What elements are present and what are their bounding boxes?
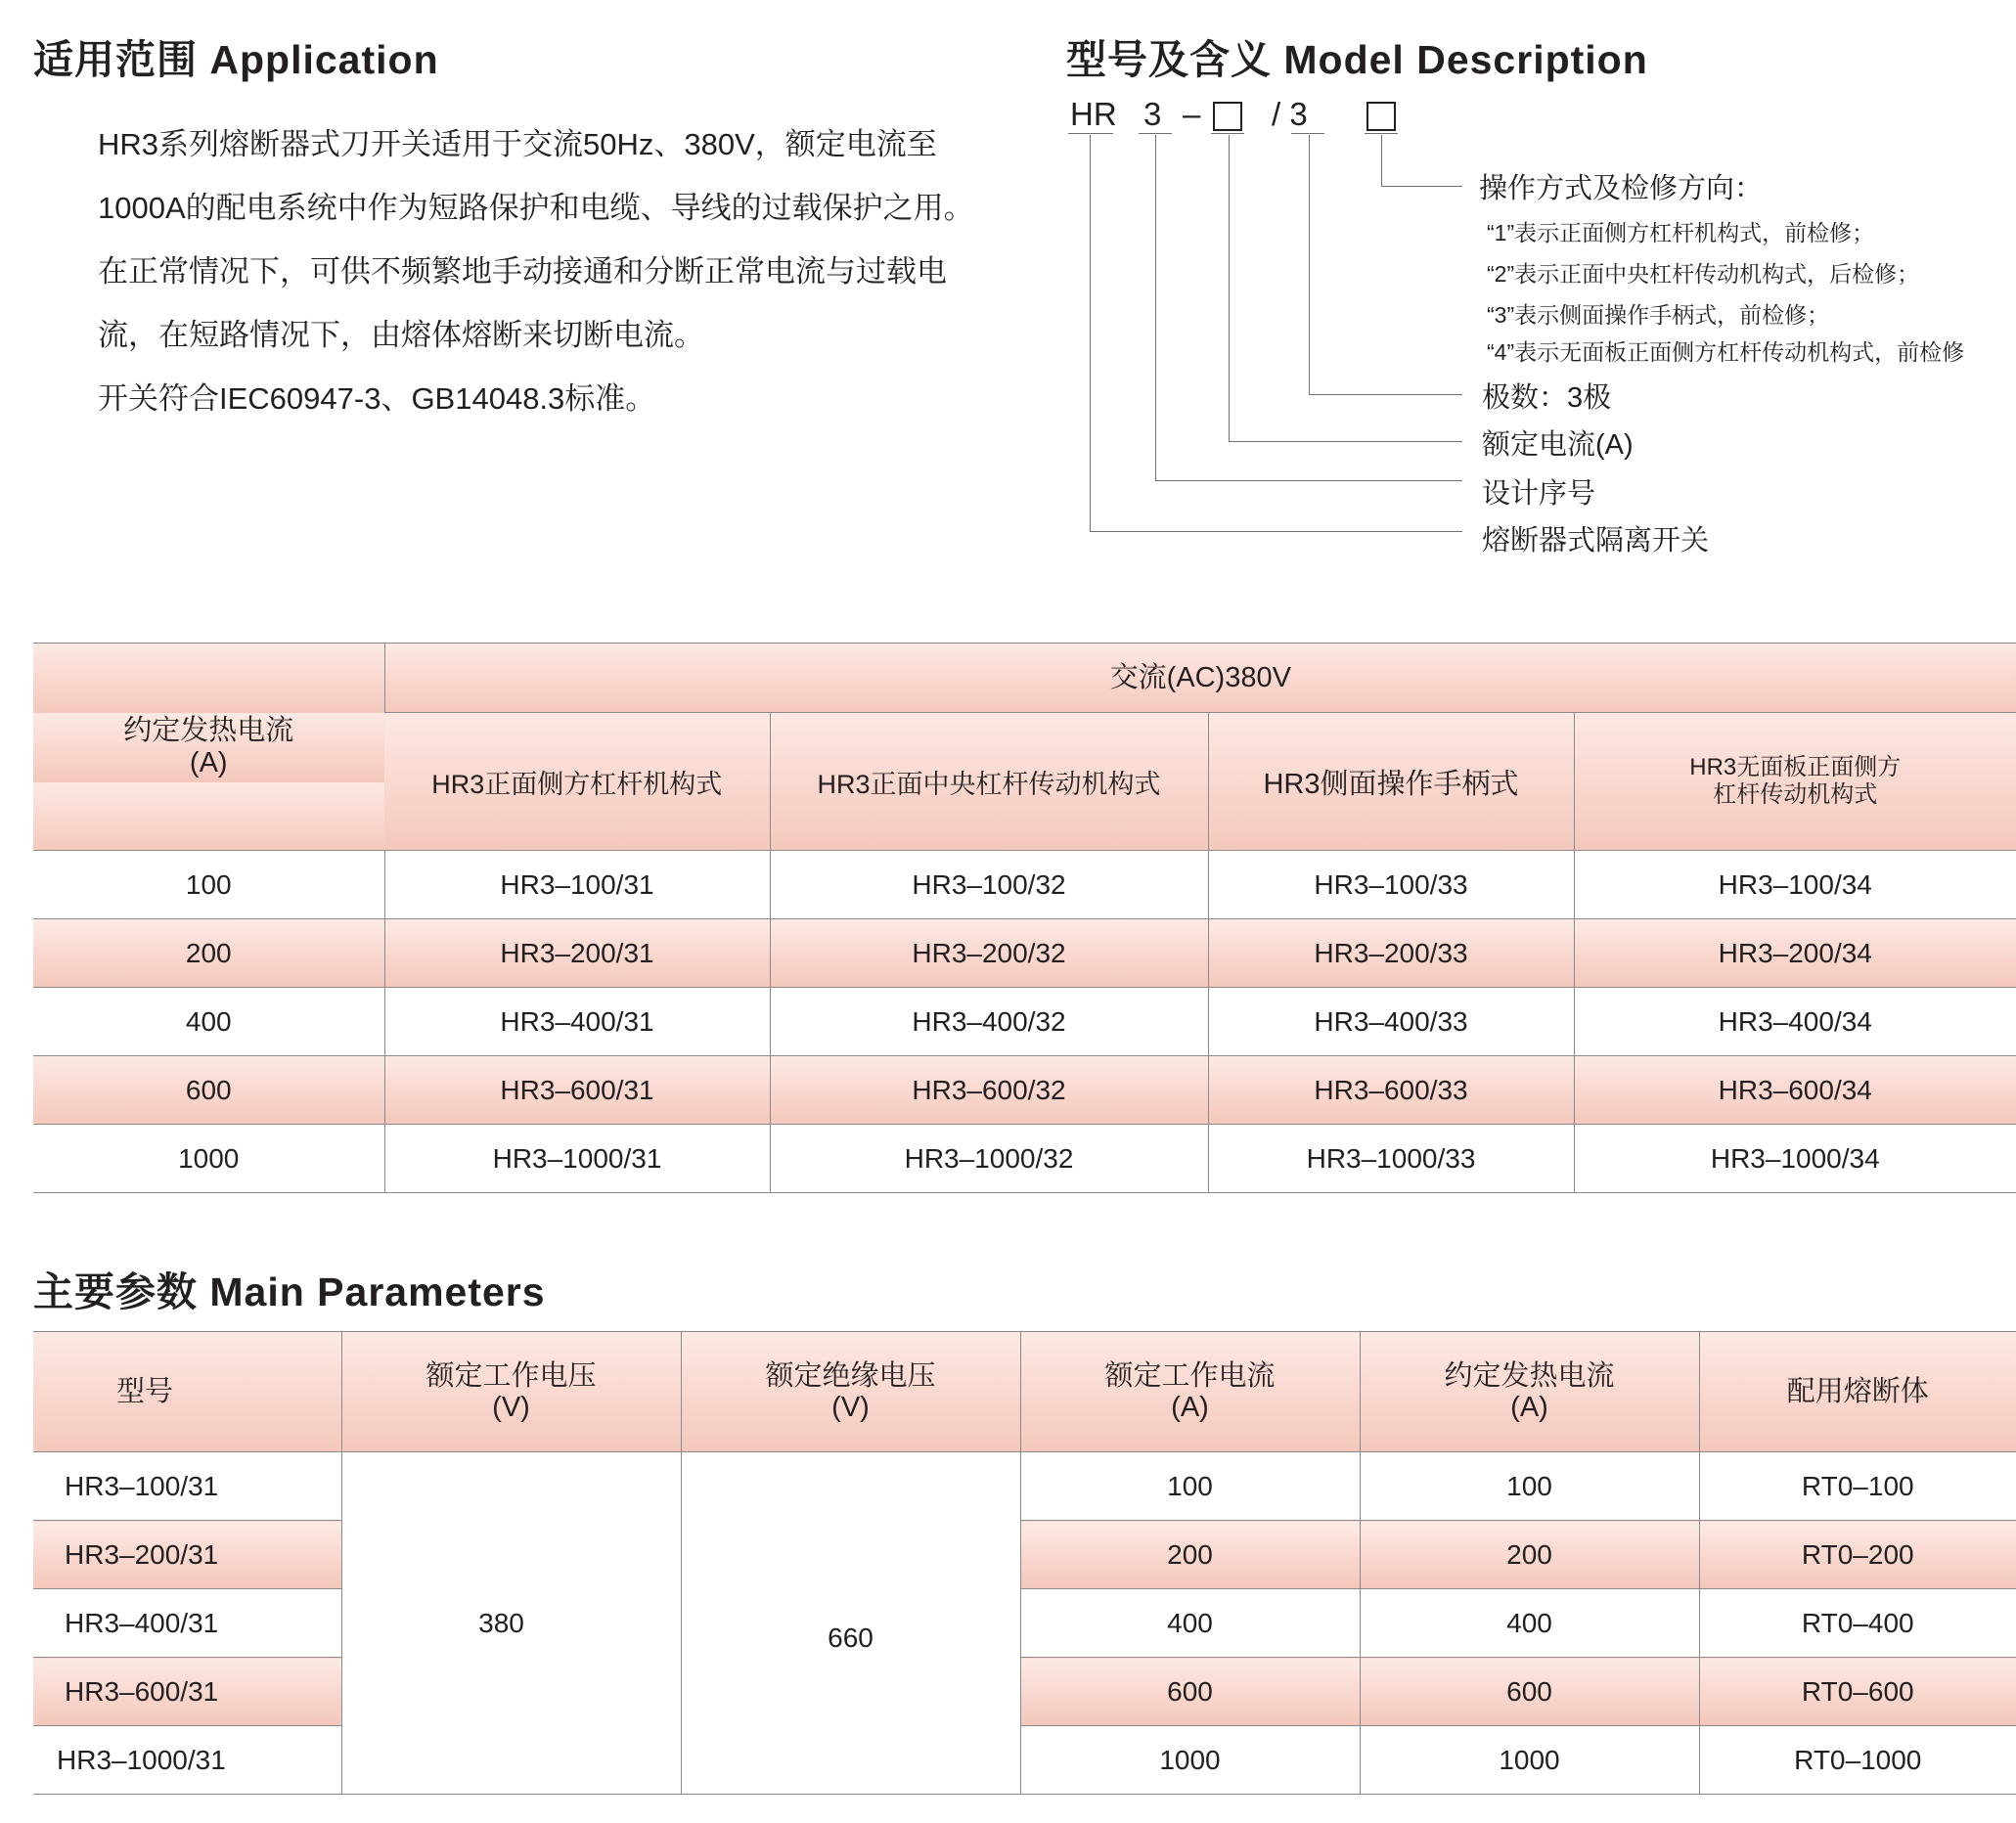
selection-header-current	[33, 644, 384, 851]
operation-item-2: “2”表示正面中央杠杆传动机构式，后检修；	[1487, 261, 1920, 287]
model-cell: HR3–600/31	[33, 1658, 341, 1726]
switch-type-label: 熔断器式隔离开关	[1482, 525, 1710, 556]
table-cell: 1000	[1020, 1726, 1360, 1795]
connector-poles-v	[1309, 135, 1310, 394]
table-cell: HR3–100/32	[770, 851, 1208, 919]
main-parameters-title: 主要参数 Main Parameters	[33, 1269, 546, 1314]
connector-type-h	[1090, 531, 1462, 532]
code-dash: –	[1183, 96, 1201, 132]
table-cell: RT0–400	[1699, 1589, 2016, 1658]
table-row	[33, 851, 2016, 919]
table-cell: RT0–1000	[1699, 1726, 2016, 1795]
table-cell: RT0–600	[1699, 1658, 2016, 1726]
operation-item-4: “4”表示无面板正面侧方杠杆传动机构式，前检修	[1487, 339, 1965, 365]
table-cell: HR3–400/32	[770, 988, 1208, 1056]
table-cell: 1000	[33, 1125, 384, 1193]
table-cell: HR3–600/32	[770, 1056, 1208, 1125]
table-cell: HR3–600/33	[1208, 1056, 1574, 1125]
table-cell: 400	[1360, 1589, 1699, 1658]
connector-design-h	[1155, 480, 1462, 481]
code-design-number: 3	[1143, 96, 1162, 132]
table-row	[33, 1589, 2016, 1658]
selection-header-row	[33, 644, 2016, 713]
model-cell: HR3–100/31	[33, 1452, 341, 1521]
connector-current-h	[1229, 441, 1462, 442]
operation-code-box	[1366, 102, 1396, 131]
header-insulation-voltage-label: 额定绝缘电压	[765, 1360, 936, 1392]
connector-operation-v	[1381, 135, 1382, 186]
table-cell: HR3–600/34	[1574, 1056, 2016, 1125]
selection-header-type-4-line2: 杠杆传动机构式	[1713, 781, 1878, 808]
table-cell: HR3–1000/32	[770, 1125, 1208, 1193]
table-cell: 400	[1020, 1589, 1360, 1658]
table-cell: 600	[1020, 1658, 1360, 1726]
selection-table	[33, 643, 2016, 1193]
table-row	[33, 1125, 2016, 1193]
connector-type-v	[1090, 135, 1091, 531]
selection-header-type-4	[1574, 713, 2016, 851]
header-thermal-current-unit: (A)	[1510, 1392, 1548, 1423]
table-row	[33, 988, 2016, 1056]
header-rated-current	[1020, 1332, 1360, 1452]
operation-item-3: “3”表示侧面操作手柄式，前检修；	[1487, 302, 1830, 328]
table-cell: RT0–100	[1699, 1452, 2016, 1521]
application-paragraph: HR3系列熔断器式刀开关适用于交流50Hz、380V，额定电流至1000A的配电系统中作为短路保护和电缆、导线的过载保护之用。在正常情况下，可供不频繁地手动接通和分断正常电流与过载电流，在短路情况下，由熔体熔断来切断电流。	[98, 127, 974, 352]
header-thermal-current	[1360, 1332, 1699, 1452]
table-cell: HR3–1000/33	[1208, 1125, 1574, 1193]
model-description-title: 型号及含义 Model Description	[1066, 37, 1648, 82]
header-thermal-current-label: 约定发热电流	[1444, 1360, 1615, 1392]
table-cell: HR3–400/31	[384, 988, 770, 1056]
table-cell: HR3–100/31	[384, 851, 770, 919]
table-cell: HR3–600/31	[384, 1056, 770, 1125]
table-cell: HR3–400/33	[1208, 988, 1574, 1056]
header-rated-voltage	[341, 1332, 681, 1452]
table-cell: 400	[33, 988, 384, 1056]
rated-current-label: 额定电流(A)	[1482, 429, 1634, 461]
table-row	[33, 1056, 2016, 1125]
table-cell: 600	[1360, 1658, 1699, 1726]
selection-header-type-4-line1: HR3无面板正面侧方	[1689, 754, 1902, 780]
header-fuse: 配用熔断体	[1699, 1332, 2016, 1452]
operation-label: 操作方式及检修方向：	[1479, 173, 1764, 204]
underline-poles	[1291, 133, 1324, 134]
table-cell: 1000	[1360, 1726, 1699, 1795]
parameters-header-row	[33, 1332, 2016, 1452]
header-model: 型号	[33, 1332, 341, 1452]
header-insulation-voltage-unit: (V)	[831, 1392, 870, 1423]
model-cell: HR3–1000/31	[57, 1744, 226, 1775]
header-rated-voltage-label: 额定工作电压	[426, 1360, 597, 1392]
table-cell: 200	[1020, 1521, 1360, 1589]
code-poles: / 3	[1272, 96, 1308, 132]
table-row	[33, 1658, 2016, 1726]
selection-header-type-3: HR3侧面操作手柄式	[1208, 713, 1574, 851]
operation-item-1: “1”表示正面侧方杠杆机构式，前检修；	[1487, 220, 1875, 245]
table-cell: HR3–200/34	[1574, 919, 2016, 988]
table-cell: HR3–200/32	[770, 919, 1208, 988]
table-cell: HR3–1000/31	[384, 1125, 770, 1193]
table-cell: RT0–200	[1699, 1521, 2016, 1589]
table-cell: 100	[1020, 1452, 1360, 1521]
model-cell: HR3–200/31	[33, 1521, 341, 1589]
table-cell: HR3–200/33	[1208, 919, 1574, 988]
standards-paragraph: 开关符合IEC60947-3、GB14048.3标准。	[98, 381, 656, 416]
table-row	[33, 919, 2016, 988]
selection-header-type-1: HR3正面侧方杠杆机构式	[384, 713, 770, 851]
connector-design-v	[1155, 135, 1156, 480]
selection-header-current-line1: 约定发热电流	[123, 714, 294, 746]
model-cell: HR3–400/31	[33, 1589, 341, 1658]
table-cell: HR3–200/31	[384, 919, 770, 988]
underline-box1	[1211, 133, 1244, 134]
header-rated-voltage-unit: (V)	[492, 1392, 530, 1423]
application-title: 适用范围 Application	[33, 37, 439, 82]
table-cell: HR3–1000/34	[1574, 1125, 2016, 1193]
table-cell: 200	[1360, 1521, 1699, 1589]
selection-header-ac: 交流(AC)380V	[384, 644, 2016, 713]
connector-current-v	[1229, 135, 1230, 441]
parameters-table	[33, 1331, 2016, 1795]
selection-header-current-unit: (A)	[189, 746, 228, 778]
selection-header-type-2: HR3正面中央杠杆传动机构式	[770, 713, 1208, 851]
application-text	[33, 112, 982, 430]
table-row	[33, 1521, 2016, 1589]
underline-3	[1139, 133, 1172, 134]
table-row	[33, 1726, 2016, 1795]
table-cell: 200	[33, 919, 384, 988]
insulation-voltage-cell: 660	[681, 1452, 1020, 1795]
connector-poles-h	[1309, 394, 1462, 395]
rated-voltage-cell: 380	[341, 1452, 681, 1795]
underline-hr	[1068, 133, 1113, 134]
code-prefix-hr: HR	[1070, 96, 1117, 132]
table-row	[33, 1452, 2016, 1521]
connector-operation-h	[1381, 186, 1462, 187]
underline-box2	[1365, 133, 1398, 134]
table-cell: 100	[33, 851, 384, 919]
design-number-label: 设计序号	[1482, 478, 1596, 510]
table-cell: HR3–100/33	[1208, 851, 1574, 919]
poles-label: 极数：3极	[1482, 382, 1612, 414]
header-rated-current-unit: (A)	[1171, 1392, 1209, 1423]
header-insulation-voltage	[681, 1332, 1020, 1452]
table-cell: 600	[33, 1056, 384, 1125]
table-cell: 100	[1360, 1452, 1699, 1521]
rated-current-box	[1213, 102, 1242, 131]
header-rated-current-label: 额定工作电流	[1104, 1360, 1276, 1392]
table-cell: HR3–400/34	[1574, 988, 2016, 1056]
table-cell: HR3–100/34	[1574, 851, 2016, 919]
